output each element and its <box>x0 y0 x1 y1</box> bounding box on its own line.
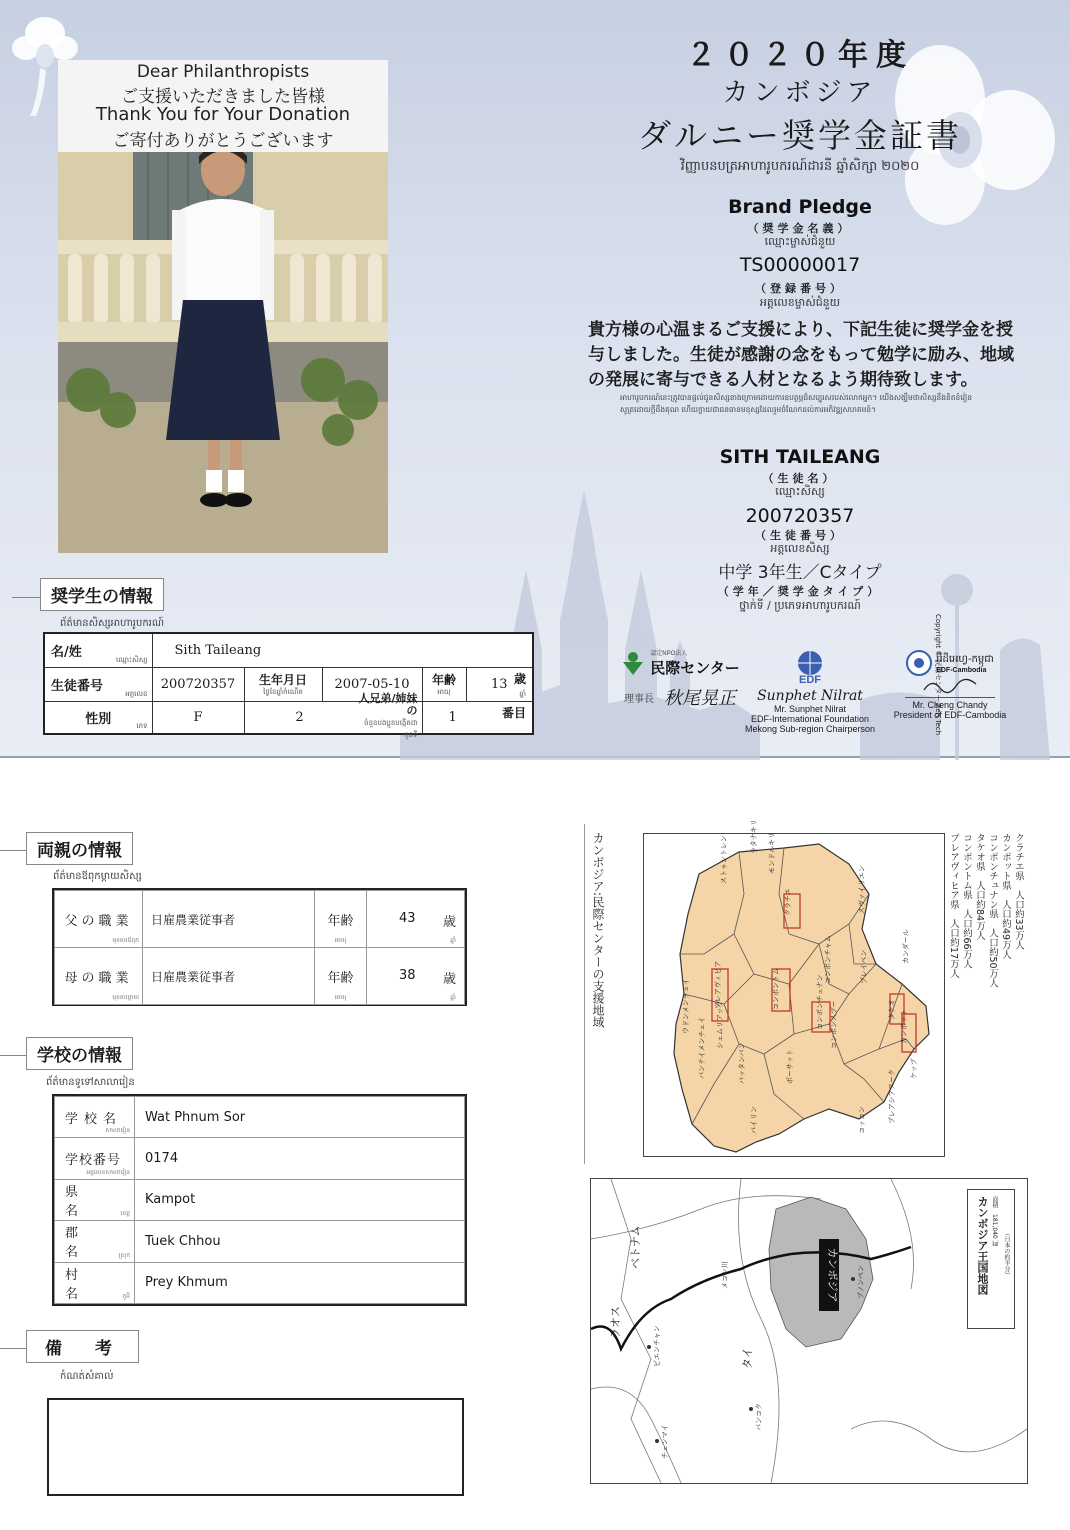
edfc-role: President of EDF-Cambodia <box>893 710 1007 720</box>
student-number-label: （生徒番号） <box>755 529 845 542</box>
order-unit: 番目 <box>501 705 526 720</box>
label-chiangmai: チェンマイ <box>661 1424 669 1459</box>
section-rule <box>0 850 26 851</box>
province-label: クラチエ <box>784 888 792 916</box>
certificate-year: ２０２０年度 <box>686 38 914 73</box>
school-label-kh: ភូមិ <box>122 1293 130 1300</box>
photo-banner <box>58 60 388 152</box>
student-name-label: （生徒名） <box>762 472 838 485</box>
edfc-logo-icon <box>906 650 932 676</box>
province-label: プレアヴィヒア <box>714 960 722 1009</box>
banner-line: Dear Philanthropists <box>136 62 310 82</box>
age-label: 年齢 <box>431 672 456 687</box>
school-label-cell <box>55 1097 135 1138</box>
legend-line: コンポンチュナン県 人口約50万人 <box>987 833 998 988</box>
city-dot <box>647 1345 651 1349</box>
map2-title: カンボジア王国地図 <box>976 1196 989 1295</box>
edf-org: EDF-International Foundation <box>750 714 870 724</box>
mother-age-label: 年齢 <box>327 970 354 986</box>
mother-age-label-kh: អាយុ <box>335 994 347 1001</box>
certificate <box>0 0 1070 758</box>
label-laos: ラオス <box>609 1306 622 1339</box>
school-label-cell <box>55 1221 135 1262</box>
school-label: 学校名 <box>65 1111 123 1127</box>
province-label: プレアシアヌーク <box>888 1069 896 1124</box>
province-label: バッタンバン <box>738 1042 746 1084</box>
school-label: 郡名 <box>65 1226 101 1261</box>
age-label-cell <box>422 667 466 701</box>
org-logo-edf-cambodia <box>885 650 1015 720</box>
student-photo <box>58 60 388 553</box>
school-row <box>55 1262 465 1303</box>
grade-type-kh: ថ្នាក់ទី / ប្រភេទអាហារូបករណ៍ <box>739 599 861 612</box>
mother-age-unit: 歳 <box>442 972 456 987</box>
edf-signature: Sunphet Nilrat <box>757 688 863 704</box>
scholarship-name-kh: ឈ្មោះម្ចាស់ជំនួយ <box>764 235 836 248</box>
student-info-heading-kh: ព័ត៌មានសិស្សអាហារូបករណ៍ <box>60 618 165 629</box>
map1-title: カンボジア:民際センターの支援地域 <box>591 832 605 1029</box>
school-label-kh: ស្រុក <box>118 1251 130 1259</box>
age-unit-kh: ឆ្នាំ <box>519 689 526 698</box>
map-rule <box>584 824 585 1164</box>
edf-globe-icon <box>792 650 828 676</box>
parents-heading: 両親の情報 <box>26 832 133 865</box>
school-row <box>55 1221 465 1262</box>
province-label: シェムリアップ <box>716 1000 724 1049</box>
school-heading: 学校の情報 <box>26 1037 133 1070</box>
province-label: コンポンチュナン <box>816 974 824 1030</box>
father-label: 父の職業 <box>64 913 133 929</box>
father-age-cell <box>367 891 465 948</box>
label-bangkok: バンコク <box>755 1403 763 1431</box>
student-info-table <box>43 632 534 739</box>
name-label-cell <box>44 633 152 667</box>
legend-line: プレアヴィヒア県 人口約17万人 <box>948 833 959 979</box>
dob-value: 2007-05-10 <box>322 667 422 701</box>
school-label-kh: សាលារៀន <box>105 1127 130 1135</box>
age-label-kh: អាយុ <box>437 687 451 696</box>
map1-copyright: Copyright © 民際センター Zen Tech <box>934 614 942 736</box>
province-label: ストゥントレン <box>720 835 728 884</box>
remarks-box <box>47 1398 464 1496</box>
city-dot <box>749 1407 753 1411</box>
mother-label-cell <box>55 948 143 1005</box>
father-age-label: 年齢 <box>327 913 354 929</box>
label-thailand: タイ <box>741 1347 754 1369</box>
siblings-label-wrap <box>355 693 422 741</box>
province-label: ポーサット <box>786 1049 794 1084</box>
no-label-kh: អត្តលេខ <box>125 689 148 698</box>
school-value: Kampot <box>135 1179 465 1220</box>
population-legend <box>947 833 1047 1033</box>
school-label: 村名 <box>65 1267 101 1302</box>
edf-person: Mr. Sunphet Nilrat <box>773 704 847 714</box>
label-phnompenh: プノンペン <box>857 1264 865 1299</box>
school-label-cell <box>55 1138 135 1179</box>
remarks-heading-kh: កំណត់សំគាល់ <box>60 1371 114 1382</box>
name-value: Sith Taileang <box>152 633 533 667</box>
org1-role: 理事長 <box>624 693 654 705</box>
sex-label: 性別 <box>85 711 112 727</box>
sex-label-cell <box>44 701 152 734</box>
certificate-country: カンボジア <box>722 78 878 108</box>
edfc-person: Mr. Cheng Chandy <box>912 700 988 710</box>
age-value: 13 <box>490 676 508 692</box>
section-rule <box>12 597 42 598</box>
sex-label-kh: ភេទ <box>136 721 148 730</box>
school-label-cell <box>55 1262 135 1303</box>
province-label: カンポット <box>900 1009 908 1044</box>
siblings-label-kh: ចំនួនបងប្អូនបង្កើតជាកូនទី <box>364 719 418 739</box>
label-vietnam: ベトナム <box>629 1225 642 1269</box>
name-label-kh: ឈ្មោះសិស្ស <box>116 655 148 664</box>
org-logo-edf <box>740 650 880 734</box>
school-label: 学校番号 <box>65 1153 122 1169</box>
banner-line: ご支援いただきました皆様 <box>121 87 325 107</box>
name-label: 名/姓 <box>51 644 82 660</box>
city-dot <box>851 1277 855 1281</box>
edfc-label: EDF-Cambodia <box>936 667 987 674</box>
father-label-cell <box>55 891 143 948</box>
school-row <box>55 1179 465 1220</box>
scholarship-name-label: （奨学金名義） <box>747 222 853 235</box>
registration-label: （登録番号） <box>755 282 845 295</box>
registration-kh: អត្តលេខម្ចាស់ជំនួយ <box>759 296 841 309</box>
mother-label: 母の職業 <box>64 970 133 986</box>
mother-label-kh: មុខរបរម្តាយ <box>112 994 139 1001</box>
grade-type-label: （学年／奨学金タイプ） <box>717 585 883 598</box>
certificate-message: 貴方様の心温まるご支援により、下記生徒に奨学金を授与しました。生徒が感謝の念をもって勉学に励み、地域の発展に寄与できる人材となるよう期待致します。 <box>588 320 1015 390</box>
province-label: コンポントム <box>772 968 780 1010</box>
province-label: ラタナキリ <box>750 819 758 854</box>
province-label: コンポンスプー <box>830 1000 838 1049</box>
school-row <box>55 1138 465 1179</box>
age-unit: 歳 <box>513 671 526 686</box>
legend-line: コンポントム県 人口約66万人 <box>961 833 972 969</box>
legend-line: カンポット県 人口約49万人 <box>1000 833 1011 960</box>
parents-heading-kh: ព័ត៌មានឪពុកម្តាយសិស្ស <box>53 871 142 882</box>
banner-line: Thank You for Your Donation <box>95 104 351 125</box>
certificate-title: ダルニー奨学金証書 <box>638 116 962 155</box>
order-cell <box>422 701 533 734</box>
student-number-kh: អត្តលេខសិស្ស <box>770 542 830 555</box>
mother-row <box>55 948 465 1005</box>
father-row <box>55 891 465 948</box>
label-vientiane: ビエンチャン <box>653 1325 661 1367</box>
edf-role: Mekong Sub-region Chairperson <box>744 724 876 734</box>
province-label: モンドルキリ <box>768 832 776 874</box>
school-label-cell <box>55 1179 135 1220</box>
legend-line: クラチエ県 人口約33万人 <box>1013 833 1024 950</box>
city-dot <box>655 1439 659 1443</box>
mother-age-label-cell <box>315 948 367 1005</box>
dob-label-kh: ថ្ងៃខែឆ្នាំកំណើត <box>263 687 303 696</box>
province-label: ケップ <box>910 1058 918 1079</box>
father-age-label-kh: អាយុ <box>335 937 347 944</box>
student-name: SITH TAILEANG <box>719 446 881 468</box>
father-age: 43 <box>399 911 416 926</box>
school-value: 0174 <box>135 1138 465 1179</box>
school-row <box>55 1097 465 1138</box>
school-value: Wat Phnum Sor <box>135 1097 465 1138</box>
siblings-value: 2 <box>295 709 304 725</box>
mother-age-cell <box>367 948 465 1005</box>
certificate-message-kh: អាហារូបករណ៍នេះត្រូវបានផ្តល់ជូនសិស្សខាងក្រោមដោយការឧបត្ថម្ភដ៏សប្បុរសរបស់លោកអ្នក។ យើងសង្ឃឹមថាសិស្សនឹងខិតខំរៀនសូត្រដោយក្តីដឹងគុណ ហើយក្លាយជាធនធានមនុស្សដែលរួមចំណែកដល់ការអភិវឌ្ឍសហគមន៍។ <box>620 393 973 414</box>
school-value: Tuek Chhou <box>135 1221 465 1262</box>
school-value: Prey Khmum <box>135 1262 465 1303</box>
legend-block <box>947 833 1025 1033</box>
dob-label-cell <box>244 667 322 701</box>
province-label: ウドンメンチェイ <box>682 978 690 1034</box>
signature-scribble <box>920 676 980 696</box>
school-table <box>52 1094 467 1306</box>
school-label-kh: ខេត្ត <box>120 1210 130 1218</box>
province-label: プレイベン <box>860 949 868 984</box>
grade-type: 中学 3年生／Cタイプ <box>718 563 882 583</box>
dob-label: 生年月日 <box>258 672 307 687</box>
father-label-kh: មុខរបរឪពុក <box>112 937 139 944</box>
edf-label: EDF <box>799 674 821 686</box>
edfc-signature <box>905 676 995 698</box>
map2-title-box <box>967 1189 1015 1329</box>
siblings-cell <box>244 692 422 739</box>
map2-area: 面積 181,040 ㎢ <box>991 1196 998 1247</box>
region-map <box>590 1178 1028 1484</box>
mother-age: 38 <box>399 968 416 983</box>
org1-small: 認定NPO法人 <box>650 651 688 657</box>
section-rule <box>0 1348 26 1349</box>
school-heading-kh: ព័ត៌មានទូទៅសាលារៀន <box>46 1077 135 1088</box>
registration-number: TS00000017 <box>739 254 861 276</box>
no-label: 生徒番号 <box>51 678 104 694</box>
order-value: 1 <box>448 709 457 725</box>
org-logo-minsai <box>610 648 750 710</box>
label-mekong: メコン川 <box>721 1261 729 1289</box>
father-age-unit-kh: ឆ្នាំ <box>450 937 456 944</box>
parents-table <box>52 888 467 1006</box>
section-rule <box>0 1055 26 1056</box>
no-value: 200720357 <box>152 667 244 701</box>
label-cambodia: カンボジア <box>826 1247 839 1303</box>
province-label: カンダール <box>902 929 910 964</box>
legend-line: タケオ県 人口約84万人 <box>974 833 985 941</box>
province-label: タケオ <box>888 999 896 1020</box>
province-label: コッコン <box>858 1106 866 1134</box>
student-number: 200720357 <box>745 505 855 527</box>
province-label: パイリン <box>750 1106 758 1134</box>
mother-age-unit-kh: ឆ្នាំ <box>450 994 456 1001</box>
student-name-kh: ឈ្មោះសិស្ស <box>775 485 825 498</box>
minsai-logo-icon <box>620 650 646 676</box>
map2-subtitle: （日本の約半分） <box>1003 1230 1010 1278</box>
edfc-kh: អឺដីអេហ្វ-កម្ពុជា <box>936 654 994 665</box>
school-rows <box>54 1096 465 1304</box>
siblings-label: 人兄弟/姉妹の <box>358 692 418 717</box>
father-age-unit: 歳 <box>442 915 456 930</box>
father-job: 日雇農業従事者 <box>143 891 315 948</box>
no-label-cell <box>44 667 152 701</box>
father-age-label-cell <box>315 891 367 948</box>
scholarship-name: Brand Pledge <box>728 196 872 218</box>
org1-signature: 秋尾晃正 <box>664 688 736 709</box>
province-label: バンテイメンチェイ <box>698 1016 706 1079</box>
remarks-heading: 備 考 <box>26 1330 139 1363</box>
school-label: 県名 <box>65 1184 101 1219</box>
student-info-heading: 奨学生の情報 <box>40 578 164 611</box>
province-label: スヴァイリエン <box>858 865 866 914</box>
province-label: コンポンチャム <box>824 935 832 984</box>
banner-line: ご寄付ありがとうございます <box>112 131 334 151</box>
indochina-map <box>591 1179 1027 1483</box>
school-label-kh: អត្តលេខសាលារៀន <box>86 1168 130 1176</box>
certificate-title-kh: វិញ្ញាបនបត្រអាហារូបករណ៍ដារនី ឆ្នាំសិក្សា ២០២០ <box>680 159 920 174</box>
mother-job: 日雇農業従事者 <box>143 948 315 1005</box>
org1-name: 民際センター <box>650 659 740 677</box>
sex-value: F <box>152 701 244 734</box>
age-value-cell <box>466 667 533 701</box>
